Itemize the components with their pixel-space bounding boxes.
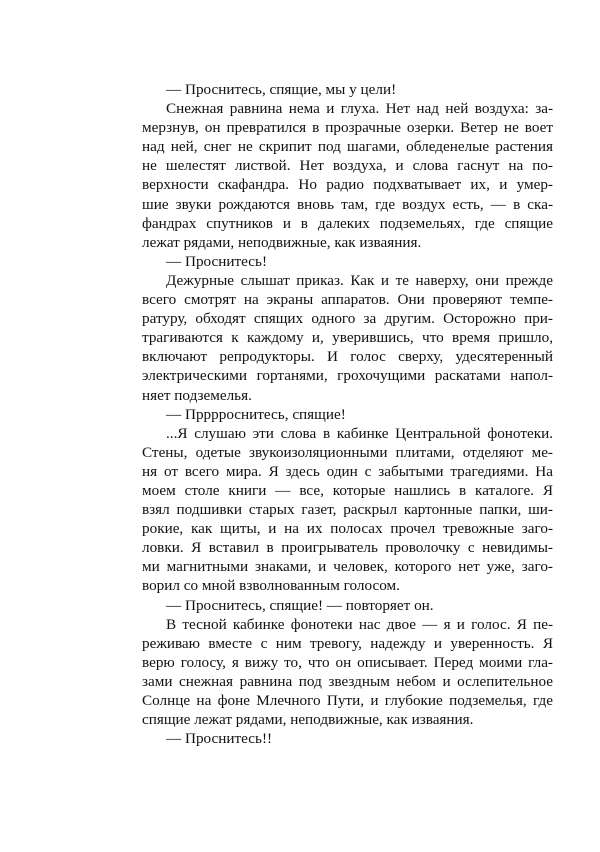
text-line: моем столе книги — все, которые нашлись в каталоге. Я [142,481,553,499]
text-line: рокие, как щиты, и на их полосах прочел тревожные заго- [142,520,553,538]
text-line: Солнце на фоне Млечного Пути, и глубокие подземелья, где [142,692,553,709]
text-line: включают репродукторы. И голос сверху, удесятеренный [142,348,553,366]
text-body [142,80,553,748]
paragraph [142,424,553,596]
text-line: шие звуки рождаются вновь там, где воздух есть, — в ска- [142,195,553,213]
paragraph [142,271,553,405]
text-line: фандрах спутников и в далеких подземельях, где спящие [142,214,553,232]
text-line: ...Я слушаю эти слова в кабинке Центральной фонотеки. [166,424,553,442]
paragraph [142,405,553,424]
text-line: зами снежная равнина под звездным небом и ослепительное [142,672,553,690]
text-line: верю голосу, я вижу то, что он описывает. Перед моими гла- [142,653,553,671]
text-line: над ней, снег не скрипит под шагами, обледенелые растения [142,138,553,156]
text-line: В тесной кабинке фонотеки нас двое — я и голос. Я пе- [166,615,553,633]
text-line: электрическими гортанями, грохочущими раскатами напол- [142,367,553,385]
text-line: няет подземелья. [142,386,252,404]
text-line: — Проснитесь!! [166,730,273,748]
text-line: мерзнув, он превратился в прозрачные озерки. Ветер не воет [142,119,553,137]
paragraph [142,596,553,615]
text-line: — Проснитесь! [166,252,267,270]
text-line: ми магнитными знаками, и человек, которого нет уже, заго- [142,558,553,576]
text-line: Дежурные слышат приказ. Как и те наверху, они прежде [166,271,553,289]
paragraph [142,80,553,99]
text-line: Стены, одетые звукоизоляционными плитами, отделяют ме- [142,443,553,461]
text-line: взял подшивки старых газет, раскрыл картонные папки, ши- [142,501,553,519]
text-line: всего смотрят на экраны аппаратов. Они проверяют темпе- [142,291,553,309]
text-line: ратуру, обходят спящих одного за другим. Осторожно при- [142,310,553,328]
paragraph [142,252,553,271]
text-line: ня от всего мира. Я здесь один с забытыми трагедиями. На [142,462,553,480]
text-line: верхности скафандра. Но радио подхватывает их, и умер- [142,176,553,194]
text-line: трагиваются к каждому и, уверившись, что время пришло, [142,329,553,347]
text-line: — Проснитесь, спящие, мы у цели! [166,81,397,98]
text-line: реживаю вместе с ним тревогу, надежду и уверенность. Я [142,634,553,652]
text-line: ворил со мной взволнованным голосом. [142,577,400,595]
text-line: не шелестят листвой. Нет воздуха, и слова гаснут на по- [142,157,553,175]
paragraph [142,729,553,748]
text-line: — Проснитесь, спящие! — повторяет он. [166,596,434,614]
text-line: Снежная равнина нема и глуха. Нет над ней воздуха: за- [166,100,553,118]
text-line: ловки. Я вставил в проигрыватель проволочку с невидимы- [142,539,553,557]
paragraph [142,99,553,252]
text-line: спящие лежат рядами, неподвижные, как изваяния. [142,711,474,729]
text-line: — Прррроснитесь, спящие! [166,405,346,423]
text-line: лежат рядами, неподвижные, как изваяния. [142,233,422,251]
paragraph [142,615,553,730]
